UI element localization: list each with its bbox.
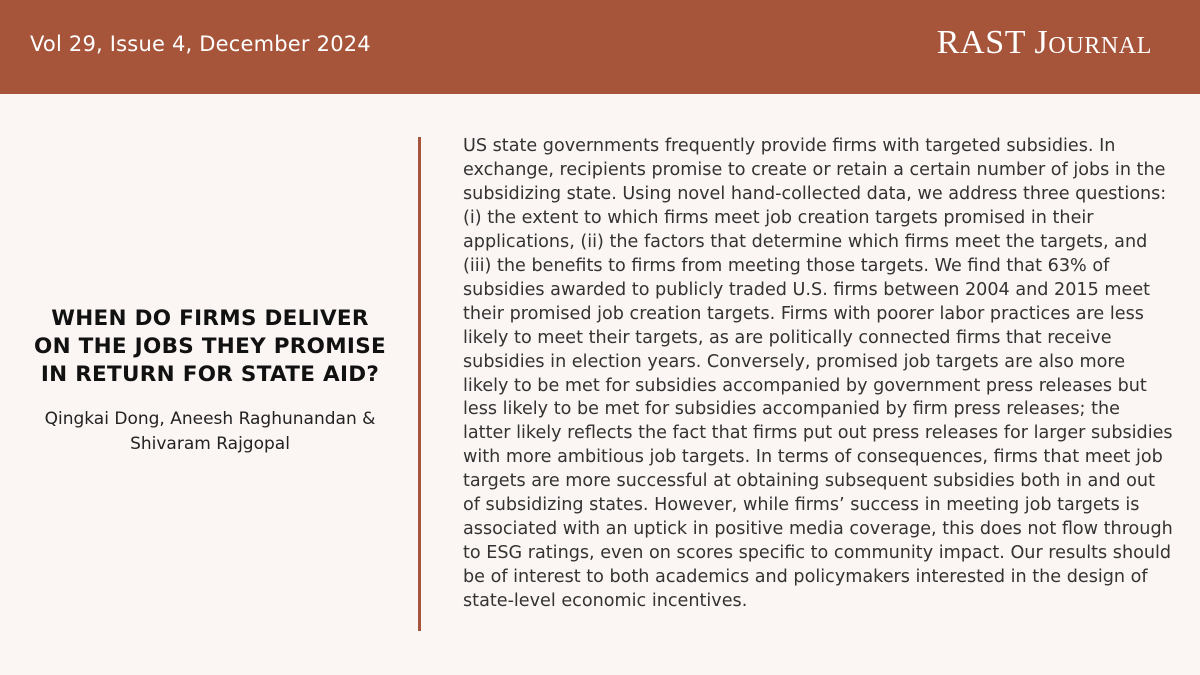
article-abstract: US state governments frequently provide firms with targeted subsidies. In exchange, recipients promise to create or retain a certain number of jobs in the subsidizing state. Using novel hand-collected data, we address three questions: (i) the extent to which firms meet job creation targets promised in their applications, (ii) the factors that determine which firms meet the targets, and (iii) the benefits to firms from meeting those targets. We find that 63% of subsidies awarded to publicly traded U.S. firms between 2004 and 2015 meet their promised job creation targets. Firms with poorer labor practices are less likely to meet their targets, as are politically connected firms that receive subsidies in election years. Conversely, promised job targets are also more likely to be met for subsidies accompanied by government press releases but less likely to be met for subsidies accompanied by firm press releases; the latter likely reflects the fact that firms put out press releases for larger subsidies with more ambitious job targets. In terms of consequences, firms that meet job targets are more successful at obtaining subsequent subsidies both in and out of subsidizing states. However, while firms’ success in meeting job targets is associated with an uptick in positive media coverage, this does not flow through to ESG ratings, even on scores specific to community impact. Our results should be of interest to both academics and policymakers interested in the design of state-level economic incentives. xyxy=(463,136,1173,612)
article-info xyxy=(30,305,390,457)
article-authors: Qingkai Dong, Aneesh Raghunandan & Shivaram Rajgopal xyxy=(44,409,376,454)
vertical-divider xyxy=(418,137,421,631)
article-title: WHEN DO FIRMS DELIVER ON THE JOBS THEY PROMISE IN RETURN FOR STATE AID? xyxy=(34,306,386,387)
journal-header-banner xyxy=(0,0,1200,94)
issue-info: Vol 29, Issue 4, December 2024 xyxy=(30,32,371,56)
journal-name: RAST Journal xyxy=(936,24,1152,61)
